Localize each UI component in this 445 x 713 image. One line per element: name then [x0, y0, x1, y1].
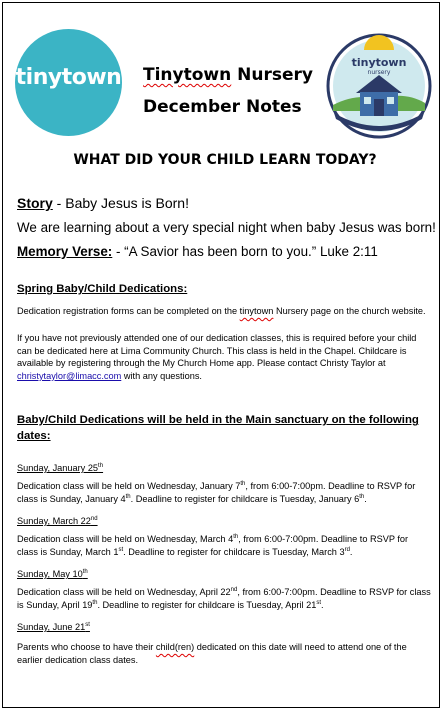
- item-text: , from 6:00-7:00pm. Deadline to RSVP for class is Sunday, April 19: [17, 587, 431, 610]
- learning-text: We are learning about a very special night when baby Jesus was born!: [17, 220, 436, 235]
- item-text: .: [364, 493, 367, 504]
- schedule-item: [17, 586, 431, 611]
- right-logo-word: tinytown: [351, 56, 407, 69]
- date-label: [17, 622, 90, 632]
- p1-text-b: Nursery page on the church website.: [273, 306, 426, 316]
- last-children-word: child(ren): [155, 642, 195, 652]
- title-word-tinytown: Tinytown: [143, 65, 232, 85]
- item-text: , from 6:00-7:00pm. Deadline to RSVP for class is Sunday, January 4: [17, 481, 416, 504]
- item-sup: th: [233, 533, 239, 540]
- item-sup: st: [118, 546, 124, 553]
- title-word-nursery: Nursery: [231, 65, 313, 85]
- title-block: [143, 59, 313, 123]
- email-link[interactable]: christytaylor@limacc.com: [17, 370, 122, 381]
- date-label: [17, 516, 98, 526]
- date-sup: th: [98, 462, 104, 469]
- item-text: . Deadline to register for childcare is Tuesday, April 21: [97, 599, 317, 610]
- item-sup: th: [125, 493, 131, 500]
- dedications-paragraph-1: [17, 305, 431, 318]
- date-text: Sunday, January 25: [17, 463, 99, 473]
- item-sup: nd: [230, 586, 238, 593]
- last-text-a: Parents who choose to have their: [17, 642, 156, 652]
- date-text: Sunday, June 21: [17, 622, 86, 632]
- tinytown-logo-left: [15, 29, 122, 136]
- item-text: Dedication class will be held on Wednesday, March 4: [17, 534, 234, 544]
- item-text: , from 6:00-7:00pm. Deadline to RSVP for class is Sunday, March 1: [17, 534, 409, 557]
- right-logo-sub: nursery: [367, 69, 391, 76]
- item-text: Dedication class will be held on Wednesday, April 22: [17, 587, 231, 597]
- p1-text-a: Dedication registration forms can be completed on the: [17, 306, 240, 316]
- item-sup: th: [359, 493, 365, 500]
- schedule-item: [17, 533, 431, 558]
- date-sup: th: [82, 568, 88, 575]
- item-text: . Deadline to register for childcare is Tuesday, March 3: [123, 546, 345, 557]
- schedule-title: Baby/Child Dedications will be held in the Main sanctuary on the following dates:: [17, 414, 419, 442]
- item-sup: rd: [344, 546, 350, 553]
- date-text: Sunday, March 22: [17, 516, 91, 526]
- p2-end: with any questions.: [121, 370, 202, 381]
- last-text-b: dedicated on this date will need to attend one of the earlier dedication class dates.: [17, 642, 407, 665]
- title-line-2: December Notes: [143, 97, 302, 117]
- story-line: [17, 195, 189, 211]
- story-text: - Baby Jesus is Born!: [52, 195, 189, 211]
- main-heading: WHAT DID YOUR CHILD LEARN TODAY?: [73, 152, 377, 168]
- item-sup: th: [92, 599, 98, 606]
- item-sup: st: [316, 599, 322, 606]
- item-sup: th: [240, 480, 246, 487]
- item-text: .: [321, 599, 324, 610]
- date-sup: st: [85, 621, 90, 628]
- schedule-item: [17, 480, 431, 505]
- date-text: Sunday, May 10: [17, 569, 83, 579]
- item-text: .: [349, 546, 353, 557]
- dedications-paragraph-2: [17, 332, 431, 382]
- item-text: . Deadline to register for childcare is Tuesday, January 6: [130, 493, 360, 504]
- p1-tinytown-word: tinytown: [239, 306, 274, 316]
- date-label: [17, 569, 88, 579]
- memory-verse-label: Memory Verse:: [17, 244, 113, 259]
- item-text: Dedication class will be held on Wednesday, January 7: [17, 481, 241, 491]
- logo-wordmark: tinytown: [15, 65, 122, 90]
- date-label: [17, 463, 103, 473]
- memory-verse-text: - “A Savior has been born to you.” Luke 2:11: [112, 244, 378, 259]
- date-sup: nd: [90, 515, 98, 522]
- p2-text: If you have not previously attended one of our dedication classes, this is required before your child can be dedicated here at Lima Community Church. This class is held in the Chapel. Childcare is available by registering through the My Church Home app. Please contact Christy Taylor at: [17, 333, 417, 369]
- schedule-last-item: [17, 641, 431, 666]
- title-line-1: [143, 59, 313, 91]
- dedications-title: Spring Baby/Child Dedications:: [17, 283, 188, 295]
- memory-verse-line: [17, 244, 378, 259]
- story-label: Story: [17, 195, 53, 211]
- tinytown-nursery-logo-right: [326, 33, 432, 139]
- notes-page: [2, 2, 440, 708]
